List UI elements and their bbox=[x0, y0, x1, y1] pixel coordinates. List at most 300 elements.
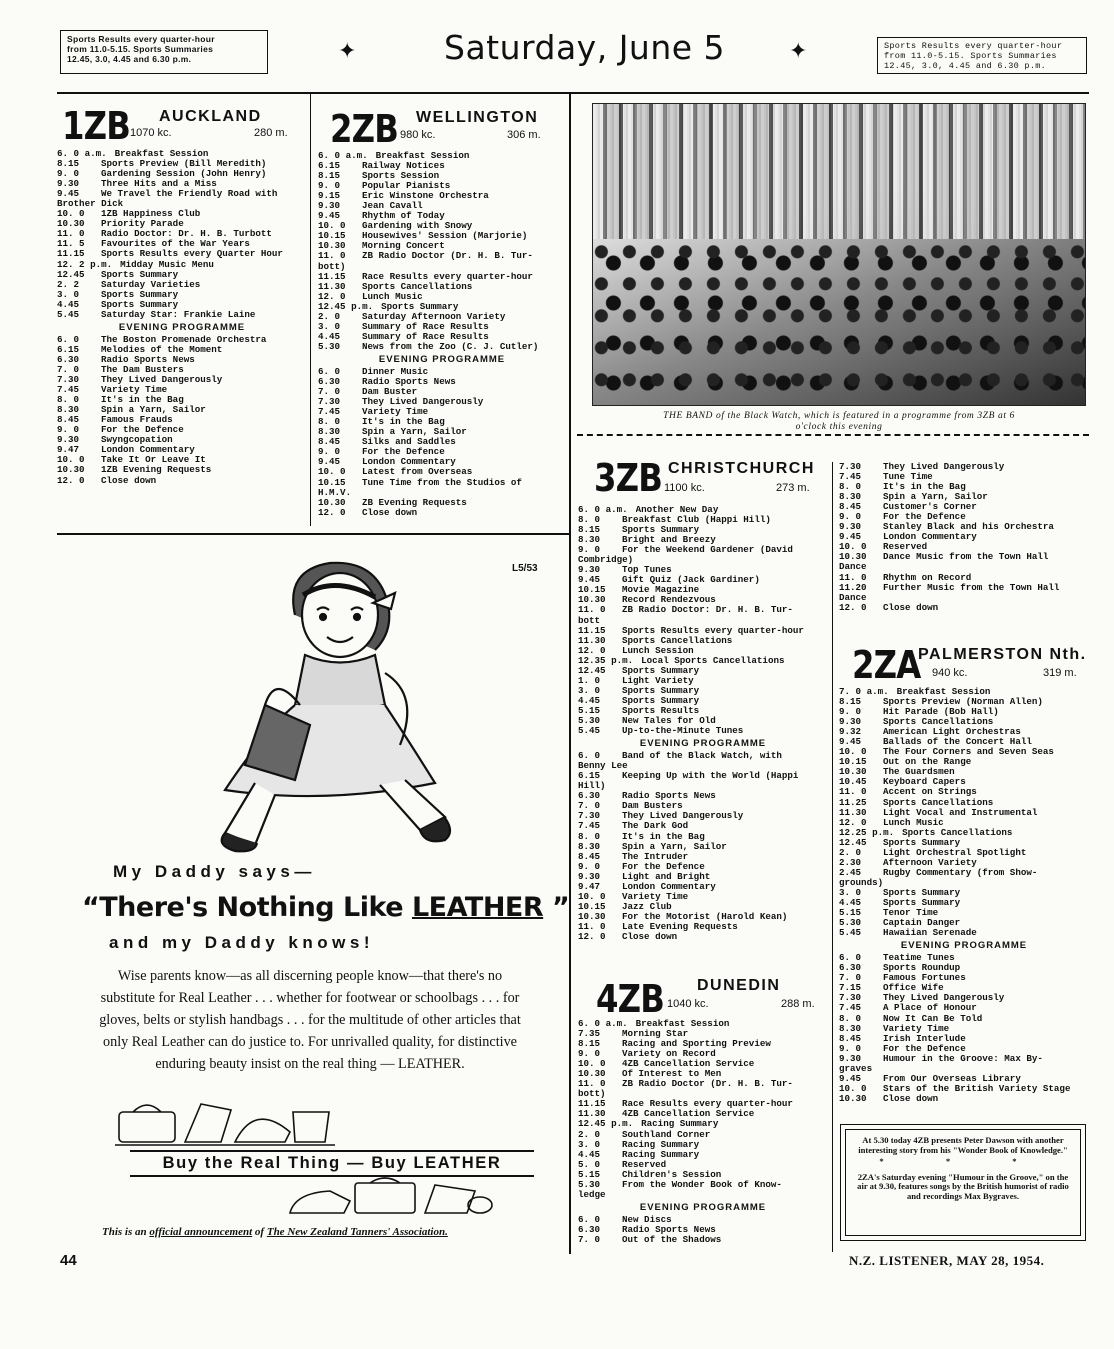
programme-title: Summary of Race Results bbox=[362, 331, 489, 342]
schedule-row bbox=[839, 1024, 1089, 1034]
schedule-row bbox=[578, 1180, 828, 1190]
headline-quote-end: ” bbox=[543, 892, 570, 923]
schedule-row bbox=[578, 1190, 828, 1200]
schedule-row bbox=[839, 727, 1089, 737]
schedule-row bbox=[578, 761, 828, 771]
schedule-row bbox=[57, 179, 307, 189]
schedule-row bbox=[839, 737, 1089, 747]
programme-title: Light Vocal and Instrumental bbox=[883, 807, 1038, 818]
schedule-row bbox=[839, 492, 1089, 502]
schedule-row bbox=[578, 1049, 828, 1059]
black-watch-band-photo bbox=[592, 103, 1086, 406]
schedule-row bbox=[318, 457, 566, 467]
programme-title: New Discs bbox=[622, 1214, 672, 1225]
programme-time: 4.45 bbox=[578, 694, 601, 706]
schedule-row bbox=[839, 898, 1089, 908]
station-frequency: 980 kc. bbox=[400, 129, 436, 141]
programme-time: 3. 0 bbox=[839, 886, 862, 898]
programme-time: 6.30 bbox=[578, 1223, 601, 1235]
programme-title: Top Tunes bbox=[622, 565, 672, 576]
programme-time: 7.30 bbox=[839, 461, 862, 472]
programme-title: Dam Busters bbox=[622, 801, 683, 812]
programme-title: Radio Sports News bbox=[362, 377, 456, 388]
schedule-row bbox=[578, 1089, 828, 1099]
programme-time: 9.30 bbox=[578, 564, 601, 576]
station-wavelength: 288 m. bbox=[781, 998, 815, 1010]
credit-part: of bbox=[252, 1226, 267, 1238]
schedule-row bbox=[578, 811, 828, 821]
box-line: 12.45, 3.0, 4.45 and 6.30 p.m. bbox=[884, 61, 1047, 71]
programme-time: 10.30 bbox=[839, 766, 867, 778]
ad-top-rule bbox=[57, 533, 569, 535]
headline-quote: “There's Nothing Like bbox=[82, 892, 412, 923]
programme-title: News from the Zoo (C. J. Cutler) bbox=[362, 341, 539, 352]
page-number: 44 bbox=[60, 1252, 77, 1269]
schedule-row bbox=[839, 973, 1089, 983]
programme-time: 8.30 bbox=[839, 1022, 862, 1034]
programme-title: Housewives' Session (Marjorie) bbox=[362, 231, 528, 242]
programme-title: Record Rendezvous bbox=[622, 595, 716, 606]
programme-time: 11.20 bbox=[839, 581, 867, 593]
programme-time: 8.45 bbox=[839, 501, 862, 513]
programme-title: Race Results every quarter-hour bbox=[622, 1099, 793, 1110]
programme-title: Saturday Afternoon Variety bbox=[362, 311, 506, 322]
programme-title: Breakfast Session bbox=[375, 151, 470, 161]
schedule-row bbox=[839, 1064, 1089, 1074]
programme-title: For the Weekend Gardener (David bbox=[622, 545, 793, 556]
station-city: PALMERSTON Nth. bbox=[918, 646, 1087, 663]
schedule-row bbox=[578, 1215, 828, 1225]
programme-time: 9.30 bbox=[57, 434, 80, 446]
schedule-row bbox=[318, 387, 566, 397]
programme-title: ZB Radio Doctor (Dr. H. B. Tur- bbox=[622, 1079, 793, 1090]
schedule-row bbox=[578, 716, 828, 726]
girl-illustration bbox=[205, 555, 475, 855]
schedule-row bbox=[578, 686, 828, 696]
programme-title: Captain Danger bbox=[883, 918, 961, 929]
schedule-row bbox=[839, 512, 1089, 522]
programme-time: 8.15 bbox=[318, 170, 341, 182]
schedule-row bbox=[578, 832, 828, 842]
programme-time: 8.15 bbox=[578, 524, 601, 536]
programme-title: Spin a Yarn, Sailor bbox=[362, 427, 467, 438]
programme-title: Saturday Star: Frankie Laine bbox=[101, 309, 256, 320]
station-2zb-header bbox=[330, 107, 410, 151]
programme-title: Radio Sports News bbox=[101, 354, 195, 365]
programme-time: 8.30 bbox=[318, 426, 341, 438]
programme-time: 5.45 bbox=[839, 927, 862, 939]
station-4zb-schedule bbox=[578, 1019, 828, 1245]
programme-title: Light and Bright bbox=[622, 871, 711, 882]
schedule-row bbox=[57, 445, 307, 455]
schedule-row bbox=[578, 555, 828, 565]
programme-time: 4.45 bbox=[57, 298, 80, 310]
programme-title: Lunch Session bbox=[622, 645, 694, 656]
programme-title: Rhythm on Record bbox=[883, 572, 972, 583]
programme-time: 9.45 bbox=[839, 1072, 862, 1084]
programme-title: Lunch Music bbox=[883, 817, 944, 828]
programme-title: They Lived Dangerously bbox=[622, 811, 744, 822]
schedule-row bbox=[318, 262, 566, 272]
programme-time: 9.30 bbox=[578, 870, 601, 882]
schedule-row bbox=[318, 241, 566, 251]
schedule-row bbox=[839, 482, 1089, 492]
programme-time: 10.30 bbox=[839, 1092, 867, 1104]
programme-time: 12. 0 bbox=[578, 930, 606, 942]
leather-goods-illustration bbox=[115, 1092, 335, 1148]
credit-part: official announcement bbox=[149, 1226, 253, 1238]
call-sign: 1ZB bbox=[62, 104, 130, 148]
programme-title: Movie Magazine bbox=[622, 585, 700, 596]
schedule-row bbox=[578, 696, 828, 706]
programme-title: Sports Results bbox=[622, 705, 700, 716]
schedule-row bbox=[839, 1034, 1089, 1044]
programme-title: Morning Star bbox=[622, 1029, 689, 1040]
programme-time: 11.30 bbox=[578, 1108, 606, 1120]
publication-line: N.Z. LISTENER, MAY 28, 1954. bbox=[849, 1253, 1045, 1268]
programme-time: 12. 2 p.m. bbox=[57, 258, 113, 270]
programme-title: Rhythm of Today bbox=[362, 211, 445, 222]
programme-time: 9.30 bbox=[839, 1052, 862, 1064]
programme-time: 6. 0 bbox=[57, 333, 80, 345]
schedule-row bbox=[57, 476, 307, 486]
schedule-row bbox=[578, 636, 828, 646]
schedule-row bbox=[578, 1029, 828, 1039]
schedule-row bbox=[578, 842, 828, 852]
programme-time: 7.45 bbox=[578, 820, 601, 832]
programme-time: 12. 0 bbox=[578, 644, 606, 656]
programme-time: 5.30 bbox=[318, 340, 341, 352]
schedule-row bbox=[839, 993, 1089, 1003]
programme-time: 8.45 bbox=[578, 850, 601, 862]
programme-title: Sports Results every quarter-hour bbox=[622, 625, 804, 636]
schedule-row bbox=[578, 932, 828, 942]
programme-time: 8.30 bbox=[578, 534, 601, 546]
schedule-row bbox=[839, 552, 1089, 562]
schedule-row bbox=[839, 808, 1089, 818]
schedule-row bbox=[578, 1150, 828, 1160]
programme-title: Tenor Time bbox=[883, 908, 939, 919]
programme-title: Silks and Saddles bbox=[362, 437, 456, 448]
ad-headline-1: My Daddy says— bbox=[113, 862, 316, 881]
programme-title: Breakfast Session bbox=[896, 687, 991, 697]
schedule-row bbox=[578, 515, 828, 525]
schedule-row bbox=[57, 435, 307, 445]
programme-title: 4ZB Cancellation Service bbox=[622, 1059, 755, 1070]
programme-time: 11.25 bbox=[839, 796, 867, 808]
schedule-row bbox=[318, 407, 566, 417]
evening-programme-heading: EVENING PROGRAMME bbox=[639, 1201, 767, 1213]
programme-time: 12.45 bbox=[57, 268, 85, 280]
schedule-row bbox=[839, 697, 1089, 707]
programme-time: 10.15 bbox=[578, 584, 606, 596]
schedule-row bbox=[318, 161, 566, 171]
schedule-row bbox=[578, 575, 828, 585]
schedule-row bbox=[318, 282, 566, 292]
programme-time: 11. 5 bbox=[57, 238, 85, 250]
schedule-row bbox=[839, 1044, 1089, 1054]
programme-time: 6.30 bbox=[57, 353, 80, 365]
schedule-row bbox=[839, 522, 1089, 532]
ad-code: L5/53 bbox=[512, 563, 538, 574]
programme-title: We Travel the Friendly Road with bbox=[101, 189, 278, 200]
programme-title: Summary of Race Results bbox=[362, 321, 489, 332]
schedule-row bbox=[57, 335, 307, 345]
schedule-row bbox=[318, 397, 566, 407]
programme-title: Out on the Range bbox=[883, 757, 972, 768]
station-2zb-schedule bbox=[318, 151, 566, 518]
announcement-4zb: At 5.30 today 4ZB presents Peter Dawson with another interesting story from his "Wonder Book of Knowledge." bbox=[858, 1135, 1068, 1155]
programme-time: 7.30 bbox=[839, 992, 862, 1004]
schedule-row bbox=[57, 239, 307, 249]
programme-time: 12.45 bbox=[578, 664, 606, 676]
programme-title: Racing Summary bbox=[622, 1149, 700, 1160]
box-line: from 11.0-5.15. Sports Summaries bbox=[884, 51, 1057, 61]
schedule-row bbox=[839, 603, 1089, 613]
programme-title: Gardening Session (John Henry) bbox=[101, 169, 267, 180]
programme-title: The Four Corners and Seven Seas bbox=[883, 747, 1054, 758]
schedule-row bbox=[318, 447, 566, 457]
programme-time: 11. 0 bbox=[318, 250, 346, 262]
schedule-row bbox=[318, 367, 566, 377]
box-line: 12.45, 3.0, 4.45 and 6.30 p.m. bbox=[67, 54, 192, 64]
schedule-row bbox=[839, 1014, 1089, 1024]
sports-results-box-left bbox=[60, 30, 268, 74]
schedule-row bbox=[318, 312, 566, 322]
station-city: WELLINGTON bbox=[416, 109, 539, 126]
programme-title: Sports Summary bbox=[883, 887, 961, 898]
programme-time: 9. 0 bbox=[57, 168, 80, 180]
schedule-row bbox=[578, 666, 828, 676]
box-line: from 11.0-5.15. Sports Summaries bbox=[67, 44, 214, 54]
station-wavelength: 273 m. bbox=[776, 482, 810, 494]
programme-title: It's in the Bag bbox=[622, 831, 705, 842]
programme-title: The Boston Promenade Orchestra bbox=[101, 334, 267, 345]
programme-title: Accent on Strings bbox=[883, 787, 977, 798]
schedule-row bbox=[578, 1160, 828, 1170]
programme-title: Late Evening Requests bbox=[622, 921, 738, 932]
programme-time: 6. 0 a.m. bbox=[578, 1018, 628, 1029]
schedule-row bbox=[57, 310, 307, 320]
programme-title: 1ZB Happiness Club bbox=[101, 209, 201, 220]
programme-time: 10. 0 bbox=[318, 466, 346, 478]
programme-time: 10.30 bbox=[318, 496, 346, 508]
programme-title: Variety on Record bbox=[622, 1049, 716, 1060]
schedule-row bbox=[318, 231, 566, 241]
programme-time: 9. 0 bbox=[839, 1042, 862, 1054]
schedule-row bbox=[57, 229, 307, 239]
programme-time: 2. 0 bbox=[839, 846, 862, 858]
schedule-row bbox=[578, 565, 828, 575]
caption-line: THE BAND of the Black Watch, which is featured in a programme from 3ZB at 6 bbox=[663, 411, 1015, 421]
programme-title: Spin a Yarn, Sailor bbox=[883, 492, 988, 503]
programme-time: 9. 0 bbox=[578, 860, 601, 872]
programme-time: 7.45 bbox=[318, 406, 341, 418]
programme-title: Reserved bbox=[622, 1159, 667, 1170]
programme-title: Southland Corner bbox=[622, 1129, 711, 1140]
schedule-row bbox=[318, 191, 566, 201]
programme-time: 10.45 bbox=[839, 776, 867, 788]
evening-programme-heading: EVENING PROGRAMME bbox=[900, 940, 1028, 952]
programme-title: Sports Summary bbox=[622, 665, 700, 676]
programme-time: 6. 0 a.m. bbox=[578, 504, 628, 515]
schedule-row bbox=[839, 828, 1089, 838]
programme-title: It's in the Bag bbox=[883, 482, 966, 493]
programme-time: 10. 0 bbox=[839, 1082, 867, 1094]
schedule-row bbox=[578, 505, 828, 515]
schedule-row bbox=[318, 171, 566, 181]
programme-title: Keeping Up with the World (Happi bbox=[622, 771, 799, 782]
programme-title: The Dark God bbox=[622, 821, 689, 832]
programme-title: Swyngcopation bbox=[101, 435, 173, 446]
schedule-row bbox=[578, 791, 828, 801]
schedule-row bbox=[839, 1054, 1089, 1064]
programme-title: Sports Summary bbox=[101, 289, 179, 300]
programme-title: Close down bbox=[101, 475, 157, 486]
call-sign: 2ZB bbox=[330, 107, 398, 151]
programme-title: Dam Buster bbox=[362, 387, 418, 398]
schedule-row bbox=[57, 209, 307, 219]
box-line: Sports Results every quarter-hour bbox=[884, 41, 1063, 51]
programme-time: 9.45 bbox=[318, 210, 341, 222]
programme-time: 7. 0 bbox=[578, 800, 601, 812]
programme-time: 12. 0 bbox=[839, 816, 867, 828]
programme-title: From the Wonder Book of Know- bbox=[622, 1179, 782, 1190]
programme-time: 9. 0 bbox=[57, 424, 80, 436]
schedule-row bbox=[318, 437, 566, 447]
schedule-row bbox=[839, 532, 1089, 542]
schedule-row bbox=[578, 535, 828, 545]
programme-time: 11.15 bbox=[318, 270, 346, 282]
schedule-row bbox=[57, 189, 307, 199]
programme-time: 6. 0 bbox=[578, 750, 601, 762]
programme-time: 9.30 bbox=[839, 521, 862, 533]
programme-time: 5.30 bbox=[578, 714, 601, 726]
station-3zb-header bbox=[594, 456, 674, 500]
schedule-row bbox=[578, 1079, 828, 1089]
programme-title: Tune Time bbox=[883, 472, 933, 483]
programme-time: 11.30 bbox=[578, 634, 606, 646]
schedule-row bbox=[839, 542, 1089, 552]
programme-title: Famous Frauds bbox=[101, 415, 173, 426]
schedule-row bbox=[839, 747, 1089, 757]
programme-title: Bright and Breezy bbox=[622, 535, 716, 546]
schedule-row bbox=[839, 918, 1089, 928]
programme-time: 3. 0 bbox=[318, 320, 341, 332]
star-ornament: ✦ bbox=[789, 38, 808, 63]
programme-title: For the Defence bbox=[622, 861, 705, 872]
programme-title: Favourites of the War Years bbox=[101, 239, 250, 250]
programme-time: 8. 0 bbox=[578, 514, 601, 526]
programme-title: ZB Radio Doctor: Dr. H. B. Tur- bbox=[622, 605, 793, 616]
schedule-row bbox=[318, 342, 566, 352]
programme-title: Gift Quiz (Jack Gardiner) bbox=[622, 575, 760, 586]
programme-title: ZB Evening Requests bbox=[362, 497, 467, 508]
schedule-row bbox=[839, 573, 1089, 583]
schedule-row bbox=[839, 1094, 1089, 1104]
schedule-row bbox=[578, 912, 828, 922]
programme-time: 8.30 bbox=[57, 404, 80, 416]
star-ornament: ✦ bbox=[338, 38, 357, 63]
column-rule bbox=[832, 462, 833, 1252]
schedule-row bbox=[578, 595, 828, 605]
schedule-row bbox=[578, 585, 828, 595]
schedule-row bbox=[578, 656, 828, 666]
programme-time: 2.45 bbox=[839, 866, 862, 878]
programme-time: 11. 0 bbox=[578, 604, 606, 616]
programme-time: 9.45 bbox=[57, 188, 80, 200]
station-frequency: 1040 kc. bbox=[667, 998, 709, 1010]
programme-time: 12. 0 bbox=[318, 506, 346, 518]
schedule-row bbox=[57, 199, 307, 209]
programme-title: Sports Cancellations bbox=[362, 281, 473, 292]
schedule-row bbox=[839, 983, 1089, 993]
programme-title: Race Results every quarter-hour bbox=[362, 271, 533, 282]
programme-title: Variety Time bbox=[362, 407, 429, 418]
programme-title: For the Defence bbox=[362, 447, 445, 458]
programme-time: 2. 0 bbox=[318, 310, 341, 322]
schedule-row bbox=[318, 508, 566, 518]
programme-time: 6.15 bbox=[57, 343, 80, 355]
sports-results-box-right bbox=[877, 37, 1087, 74]
schedule-row bbox=[57, 405, 307, 415]
programme-title: Lunch Music bbox=[362, 291, 423, 302]
station-frequency: 940 kc. bbox=[932, 667, 968, 679]
schedule-row bbox=[318, 417, 566, 427]
programme-time: 8.45 bbox=[57, 414, 80, 426]
schedule-row bbox=[57, 455, 307, 465]
schedule-row bbox=[839, 848, 1089, 858]
photo-caption bbox=[595, 411, 1083, 433]
programme-time: 11. 0 bbox=[839, 571, 867, 583]
schedule-row bbox=[578, 1140, 828, 1150]
programme-title: 4ZB Cancellation Service bbox=[622, 1109, 755, 1120]
schedule-row bbox=[578, 616, 828, 626]
programme-time: 7.15 bbox=[839, 982, 862, 994]
schedule-row bbox=[839, 787, 1089, 797]
station-2za-schedule bbox=[839, 687, 1089, 1104]
programme-title: Jean Cavall bbox=[362, 201, 423, 212]
programme-time: 10.15 bbox=[839, 756, 867, 768]
station-4zb-header bbox=[596, 977, 676, 1021]
programme-title: ZB Radio Doctor (Dr. H. B. Tur- bbox=[362, 251, 533, 262]
programme-title: Sports Summary bbox=[622, 685, 700, 696]
schedule-row bbox=[318, 377, 566, 387]
programme-time: 8.15 bbox=[839, 696, 862, 708]
station-frequency: 1070 kc. bbox=[130, 127, 172, 139]
programme-time: 10.15 bbox=[578, 900, 606, 912]
schedule-row bbox=[318, 221, 566, 231]
schedule-row bbox=[318, 322, 566, 332]
schedule-row bbox=[578, 1039, 828, 1049]
evening-programme-heading: EVENING PROGRAMME bbox=[639, 738, 767, 750]
programme-time: 10. 0 bbox=[578, 1058, 606, 1070]
schedule-row bbox=[318, 332, 566, 342]
ad-body-text: Wise parents know—as all discerning people know—that there's no substitute for Real Leather . . . whether for footwear or schoolbags . . . for gloves, belts or stylish handbags . . . for the multitude of other articles that only Real Leather can do justice to. For unrivalled quality, for distinctive enduring beauty insist on the real thing — LEATHER. bbox=[99, 968, 521, 1072]
schedule-row bbox=[839, 1003, 1089, 1013]
programme-time: 6. 0 a.m. bbox=[318, 150, 368, 161]
schedule-row bbox=[839, 767, 1089, 777]
programme-continuation: ledge bbox=[578, 1189, 606, 1200]
schedule-row bbox=[57, 219, 307, 229]
programme-time: 3. 0 bbox=[578, 1138, 601, 1150]
schedule-row bbox=[839, 717, 1089, 727]
programme-title: Close down bbox=[622, 931, 678, 942]
programme-time: 5.15 bbox=[578, 1168, 601, 1180]
programme-time: 12.45 p.m. bbox=[318, 300, 374, 312]
programme-time: 12.45 p.m. bbox=[578, 1118, 634, 1130]
programme-title: Dinner Music bbox=[362, 366, 429, 377]
